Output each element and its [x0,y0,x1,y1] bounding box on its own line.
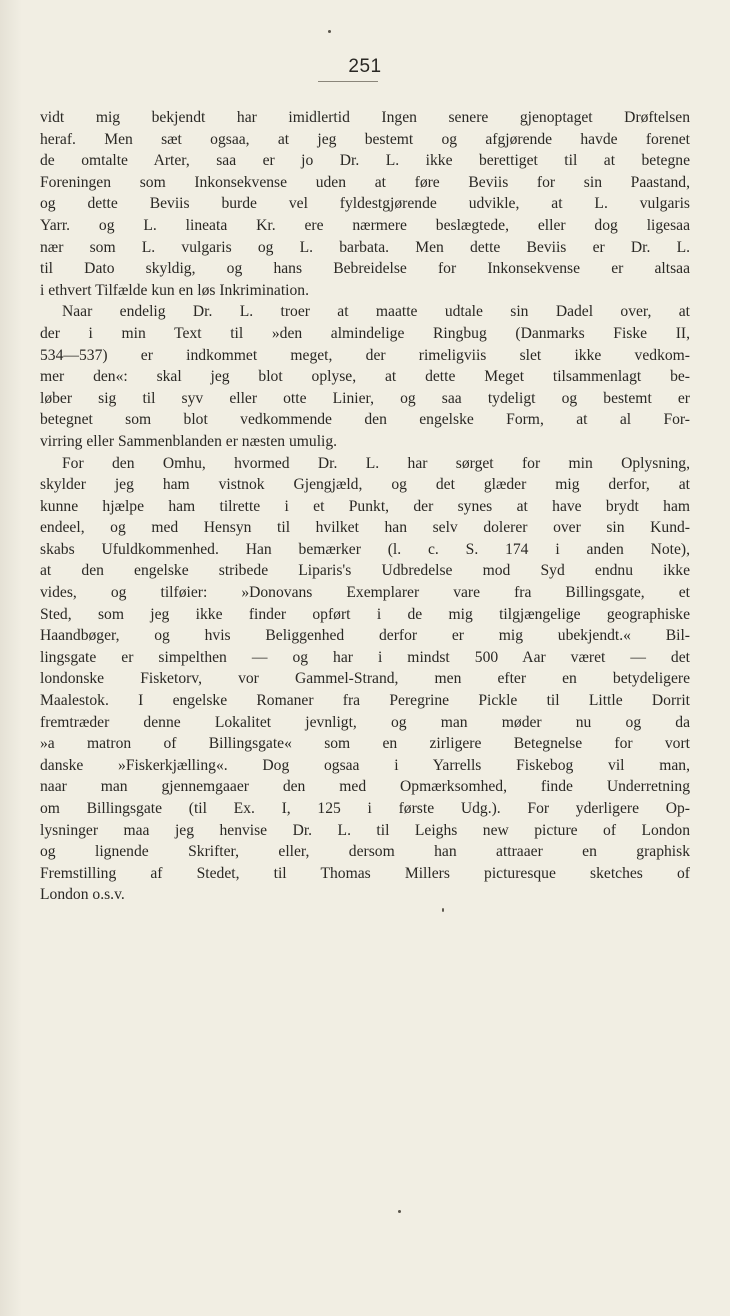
text-line: de omtalte Arter, saa er jo Dr. L. ikke berettiget til at betegne [40,152,690,170]
text-line: i ethvert Tilfælde kun en løs Inkrimination. [40,281,309,299]
text-line: Haandbøger, og hvis Beliggenhed derfor er mig ubekjendt.« Bil- [40,627,690,645]
text-line: skylder jeg ham vistnok Gjengjæld, og det glæder mig derfor, at [40,476,690,494]
text-line: løber sig til syv eller otte Linier, og saa tydeligt og bestemt er [40,389,690,407]
text-line: naar man gjennemgaaer den med Opmærksomhed, finde Underretning [40,778,690,796]
text-line: og dette Beviis burde vel fyldestgjørende udvikle, at L. vulgaris [40,195,690,213]
page-number-rule [318,81,378,82]
text-line: kunne hjælpe ham tilrette i et Punkt, der synes at have brydt ham [40,497,690,515]
text-line: heraf. Men sæt ogsaa, at jeg bestemt og afgjørende havde forenet [40,130,690,148]
text-line: Maalestok. I engelske Romaner fra Peregrine Pickle til Little Dorrit [40,692,690,710]
text-line: For den Omhu, hvormed Dr. L. har sørget for min Oplysning, [62,454,690,472]
text-line: londonske Fisketorv, vor Gammel-Strand, men efter en betydeligere [40,670,690,688]
text-line: Yarr. og L. lineata Kr. ere nærmere beslægtede, eller dog ligesaa [40,216,690,234]
text-line: og lignende Skrifter, eller, dersom han attraaer en graphisk [40,843,690,861]
text-line: Fremstilling af Stedet, til Thomas Millers picturesque sketches of [40,864,690,882]
body-text [40,107,690,906]
page-number: 251 [348,56,382,77]
text-line: mer den«: skal jeg blot oplyse, at dette Meget tilsammenlagt be- [40,368,690,386]
text-line: lingsgate er simpelthen — og har i mindst 500 Aar været — det [40,648,690,666]
text-line: Sted, som jeg ikke finder opført i de mig tilgjængelige geographiske [40,605,690,623]
text-line: skabs Ufuldkommenhed. Han bemærker (l. c. S. 174 i anden Note), [40,540,690,558]
text-line: virring eller Sammenblanden er næsten umulig. [40,432,338,450]
text-line: betegnet som blot vedkommende den engelske Form, at al For- [40,411,690,429]
text-line: at den engelske stribede Liparis's Udbredelse mod Syd endnu ikke [40,562,690,580]
text-line: der i min Text til »den almindelige Ringbug (Danmarks Fiske II, [40,324,690,342]
text-line: lysninger maa jeg henvise Dr. L. til Leighs new picture of London [40,821,690,839]
text-line: »a matron of Billingsgate« som en zirligere Betegnelse for vort [40,735,690,753]
print-speck [328,30,331,33]
text-line: Foreningen som Inkonsekvense uden at føre Beviis for sin Paastand, [40,173,690,191]
text-line: om Billingsgate (til Ex. I, 125 i første Udg.). For yderligere Op- [40,800,690,817]
text-line: vidt mig bekjendt har imidlertid Ingen senere gjenoptaget Drøftelsen [40,109,690,126]
print-speck [398,1210,401,1213]
text-line: endeel, og med Hensyn til hvilket han selv dolerer over sin Kund- [40,519,690,537]
text-line: 534—537) er indkommet meget, der rimeligviis slet ikke vedkom- [40,346,690,364]
text-line: vides, og tilføier: »Donovans Exemplarer vare fra Billingsgate, et [40,584,690,602]
text-line: til Dato skyldig, og hans Bebreidelse for Inkonsekvense er altsaa [40,260,690,278]
text-line: nær som L. vulgaris og L. barbata. Men dette Beviis er Dr. L. [40,238,690,256]
print-speck [442,908,444,912]
text-line: fremtræder denne Lokalitet jevnligt, og man møder nu og da [40,713,690,731]
text-line: danske »Fiskerkjælling«. Dog ogsaa i Yarrells Fiskebog vil man, [40,756,690,774]
text-line: London o.s.v. [40,886,125,904]
text-line: Naar endelig Dr. L. troer at maatte udtale sin Dadel over, at [62,303,690,321]
